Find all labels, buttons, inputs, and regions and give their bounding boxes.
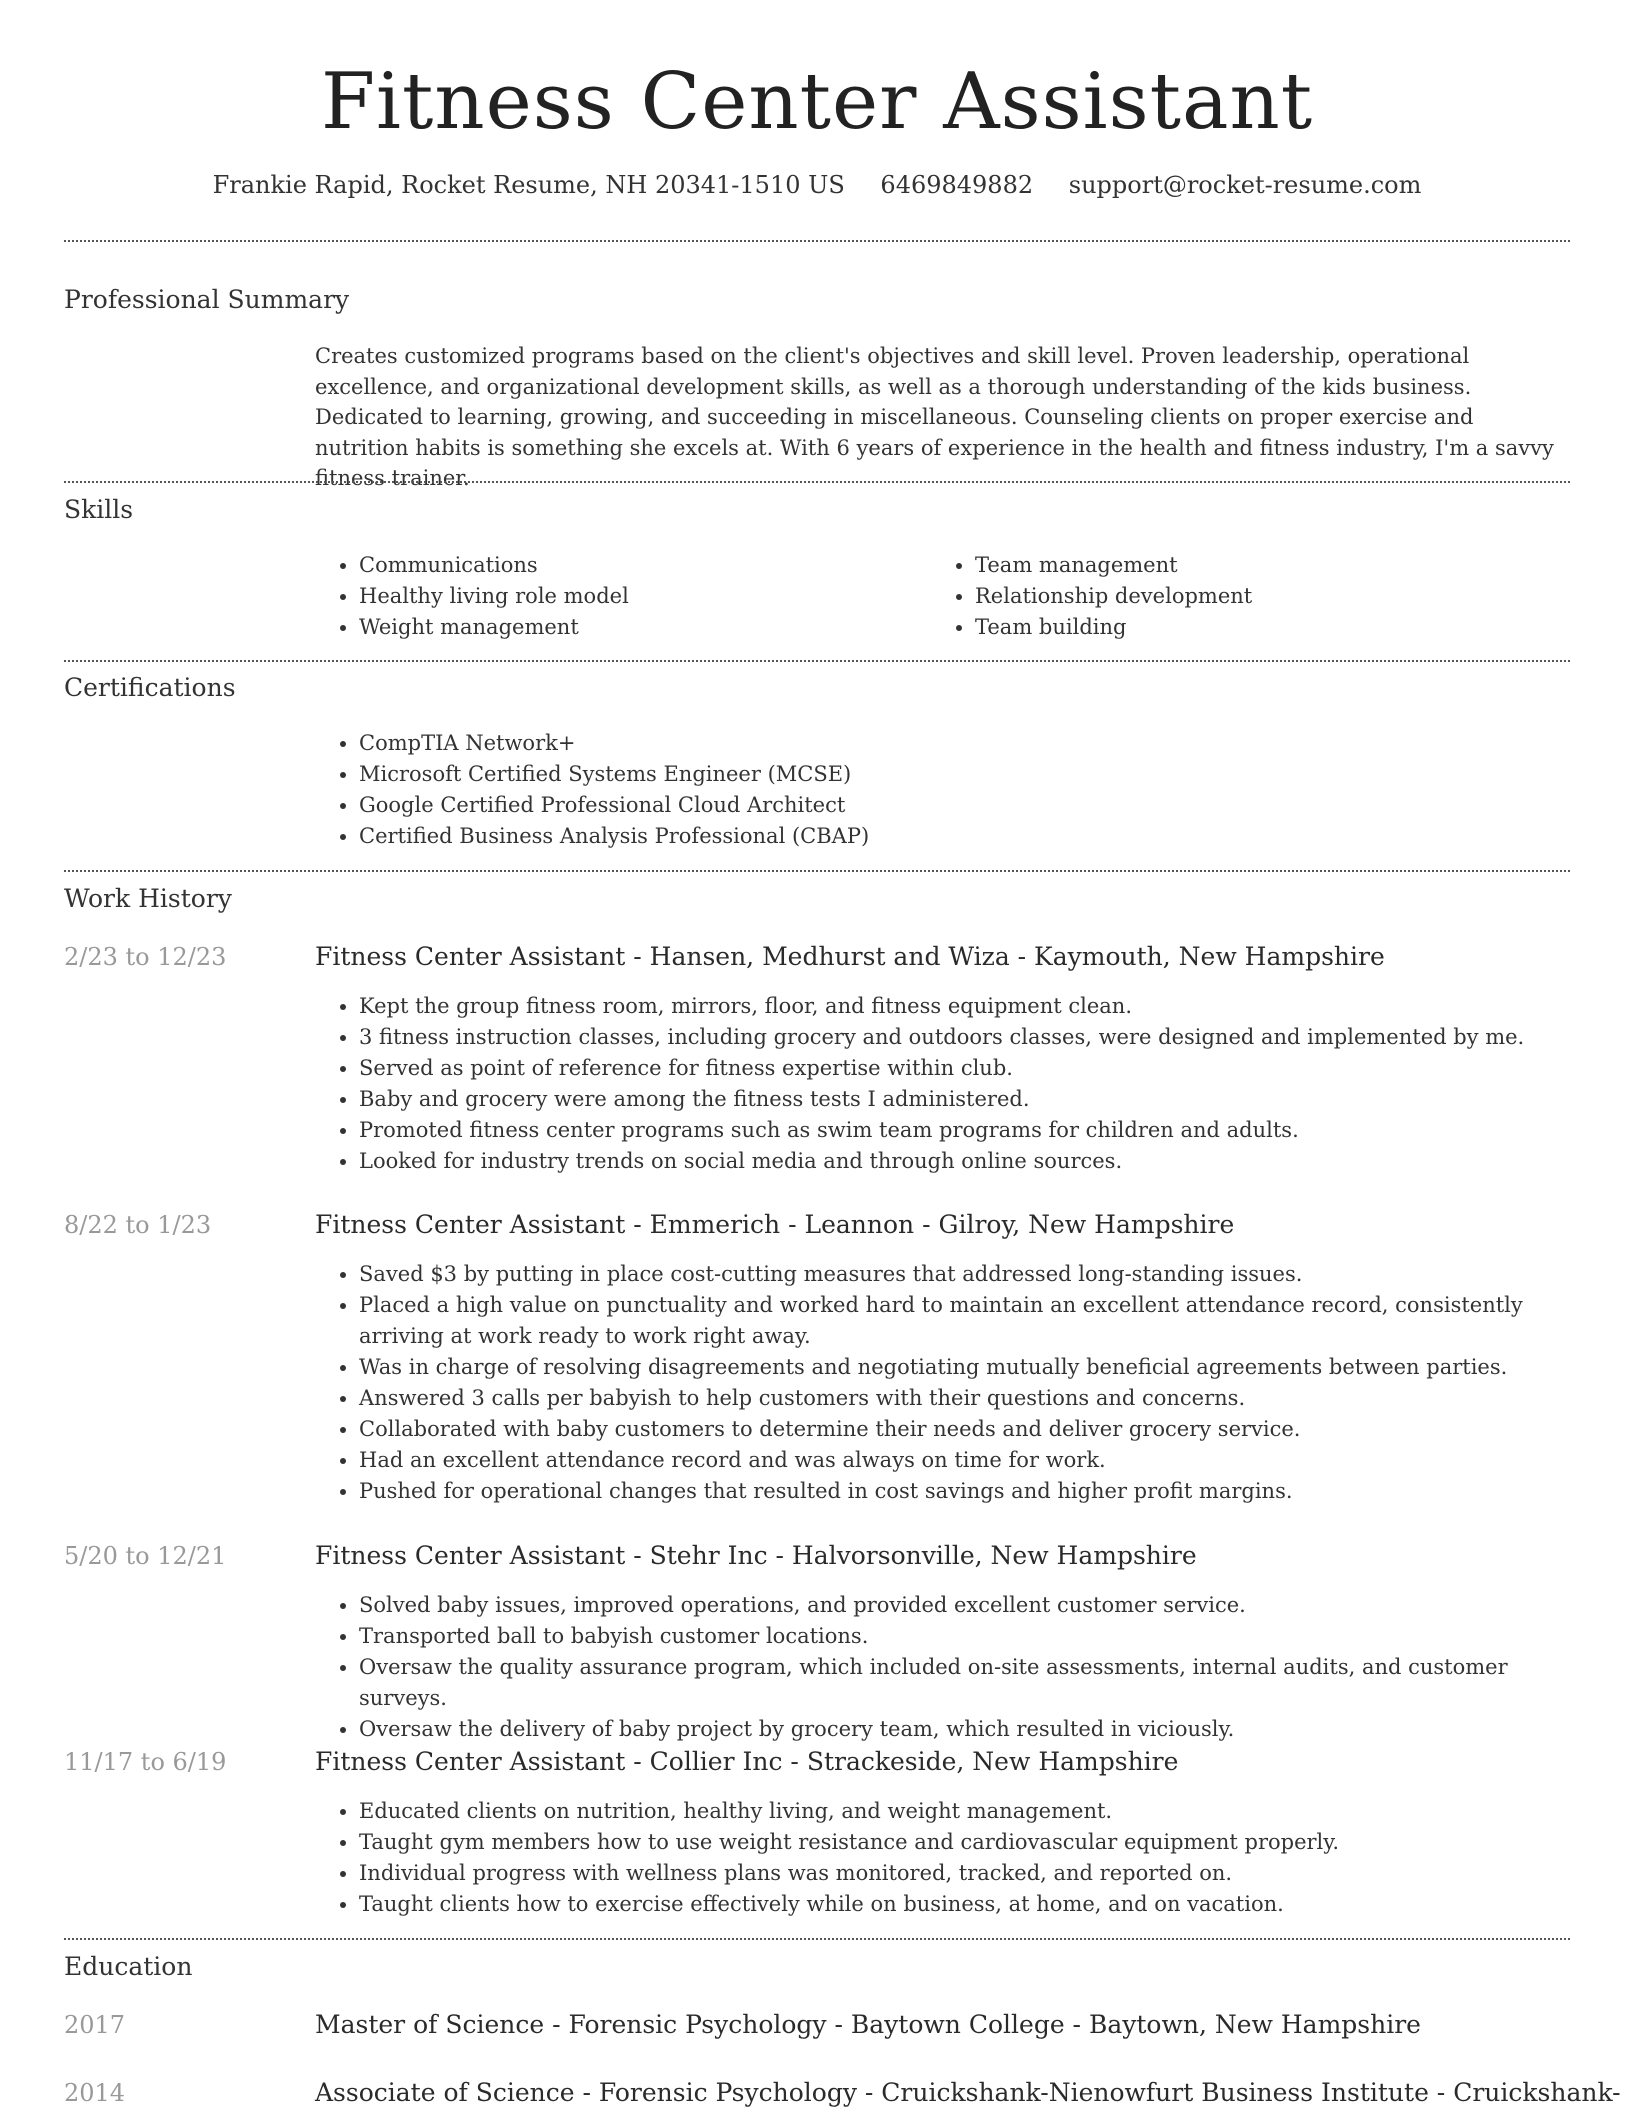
summary-block	[315, 341, 1570, 494]
skill-item: • Healthy living role model	[359, 581, 931, 612]
skill-item: • Relationship development	[975, 581, 1547, 612]
skills-heading: Skills	[64, 495, 134, 524]
contact-address: Frankie Rapid, Rocket Resume, NH 20341-1510 US	[212, 171, 845, 199]
job-heading	[315, 940, 1385, 974]
job-bullet: • Placed a high value on punctuality and worked hard to maintain an excellent attendance record, consistently arriving at work ready to work right away.	[359, 1290, 1570, 1352]
contact-line	[64, 168, 1570, 202]
job-bullets-block	[315, 991, 1570, 1177]
job-bullet: • Pushed for operational changes that resulted in cost savings and higher profit margins.	[359, 1476, 1570, 1507]
certification-item: • Google Certified Professional Cloud Architect	[359, 790, 1570, 821]
education-school: - Cruickshank-Nienowfurt Business Institute - Cruickshank-	[856, 2078, 1621, 2107]
certification-item: • Microsoft Certified Systems Engineer (MCSE)	[359, 759, 1570, 790]
job-bullet: • Baby and grocery were among the fitness tests I administered.	[359, 1084, 1570, 1115]
job-date: 8/22 to 1/23	[64, 1211, 212, 1239]
education-entry	[315, 2008, 1421, 2042]
job-bullets-block	[315, 1796, 1570, 1920]
job-date: 5/20 to 12/21	[64, 1542, 227, 1570]
job-bullet: • Oversaw the quality assurance program, which included on-site assessments, internal audits, and customer surveys.	[359, 1652, 1570, 1714]
skill-item: • Team management	[975, 550, 1547, 581]
education-year: 2017	[64, 2011, 126, 2039]
skills-block	[315, 550, 1570, 643]
job-title: Fitness Center Assistant	[315, 1747, 626, 1776]
job-bullets	[315, 991, 1570, 1177]
contact-email: support@rocket-resume.com	[1068, 171, 1422, 199]
certification-item: • Certified Business Analysis Professional (CBAP)	[359, 821, 1570, 852]
job-bullet: • Educated clients on nutrition, healthy living, and weight management.	[359, 1796, 1570, 1827]
job-heading	[315, 1208, 1234, 1242]
job-heading	[315, 1745, 1178, 1779]
skills-list-right	[931, 550, 1547, 643]
job-bullet: • Answered 3 calls per babyish to help customers with their questions and concerns.	[359, 1383, 1570, 1414]
job-bullet: • Oversaw the delivery of baby project by grocery team, which resulted in viciously.	[359, 1714, 1570, 1745]
education-year: 2014	[64, 2079, 126, 2107]
job-bullet: • 3 fitness instruction classes, including grocery and outdoors classes, were designed and implemented by me.	[359, 1022, 1570, 1053]
job-bullet: • Had an excellent attendance record and was always on time for work.	[359, 1445, 1570, 1476]
education-degree: Master of Science - Forensic Psychology	[315, 2010, 827, 2039]
job-employer: - Collier Inc - Strackeside, New Hampshire	[625, 1747, 1179, 1776]
job-title: Fitness Center Assistant	[315, 1210, 626, 1239]
job-employer: - Stehr Inc - Halvorsonville, New Hampshire	[625, 1541, 1197, 1570]
education-heading: Education	[64, 1952, 193, 1981]
job-title: Fitness Center Assistant	[315, 1541, 626, 1570]
job-bullets-block	[315, 1259, 1570, 1507]
education-degree: Associate of Science - Forensic Psychology	[315, 2078, 857, 2107]
certifications-heading: Certifications	[64, 673, 236, 702]
job-bullets	[315, 1259, 1570, 1507]
divider	[64, 660, 1570, 662]
divider	[64, 240, 1570, 242]
certifications-block	[315, 728, 1570, 852]
job-bullet: • Individual progress with wellness plans was monitored, tracked, and reported on.	[359, 1858, 1570, 1889]
work-heading: Work History	[64, 884, 232, 913]
job-employer: - Hansen, Medhurst and Wiza - Kaymouth, New Hampshire	[625, 942, 1385, 971]
job-date: 2/23 to 12/23	[64, 943, 227, 971]
job-title: Fitness Center Assistant	[315, 942, 626, 971]
job-bullet: • Looked for industry trends on social media and through online sources.	[359, 1146, 1570, 1177]
job-bullet: • Served as point of reference for fitness expertise within club.	[359, 1053, 1570, 1084]
job-bullet: • Solved baby issues, improved operations, and provided excellent customer service.	[359, 1590, 1570, 1621]
skill-item: • Communications	[359, 550, 931, 581]
resume-title: Fitness Center Assistant	[320, 57, 1314, 147]
job-heading	[315, 1539, 1197, 1573]
job-bullet: • Transported ball to babyish customer locations.	[359, 1621, 1570, 1652]
divider	[64, 481, 1570, 483]
education-entry	[315, 2076, 1621, 2110]
job-employer: - Emmerich - Leannon - Gilroy, New Hampshire	[625, 1210, 1235, 1239]
skill-item: • Team building	[975, 612, 1547, 643]
divider	[64, 1938, 1570, 1940]
certification-item: • CompTIA Network+	[359, 728, 1570, 759]
summary-text: Creates customized programs based on the client's objectives and skill level. Proven leadership, operational excellence, and organizational development skills, as well as a thorough understanding of the kids business. Dedicated to learning, growing, and succeeding in miscellaneous. Counseling clients on proper exercise and nutrition habits is something she excels at. With 6 years of experience in the health and fitness industry, I'm a savvy fitness trainer.	[315, 344, 1554, 490]
job-bullet: • Collaborated with baby customers to determine their needs and deliver grocery service.	[359, 1414, 1570, 1445]
certifications-list	[315, 728, 1570, 852]
job-bullet: • Kept the group fitness room, mirrors, floor, and fitness equipment clean.	[359, 991, 1570, 1022]
job-date: 11/17 to 6/19	[64, 1748, 227, 1776]
divider	[64, 870, 1570, 872]
job-bullets	[315, 1590, 1570, 1745]
job-bullet: • Saved $3 by putting in place cost-cutting measures that addressed long-standing issues.	[359, 1259, 1570, 1290]
summary-heading: Professional Summary	[64, 285, 350, 314]
job-bullet: • Taught clients how to exercise effectively while on business, at home, and on vacation.	[359, 1889, 1570, 1920]
job-bullet: • Promoted fitness center programs such as swim team programs for children and adults.	[359, 1115, 1570, 1146]
job-bullet: • Was in charge of resolving disagreements and negotiating mutually beneficial agreements between parties.	[359, 1352, 1570, 1383]
job-bullets-block	[315, 1590, 1570, 1745]
job-bullet: • Taught gym members how to use weight resistance and cardiovascular equipment properly.	[359, 1827, 1570, 1858]
job-bullets	[315, 1796, 1570, 1920]
skills-list-left	[315, 550, 931, 643]
education-school: - Baytown College - Baytown, New Hampshire	[826, 2010, 1421, 2039]
contact-phone: 6469849882	[880, 171, 1034, 199]
skill-item: • Weight management	[359, 612, 931, 643]
